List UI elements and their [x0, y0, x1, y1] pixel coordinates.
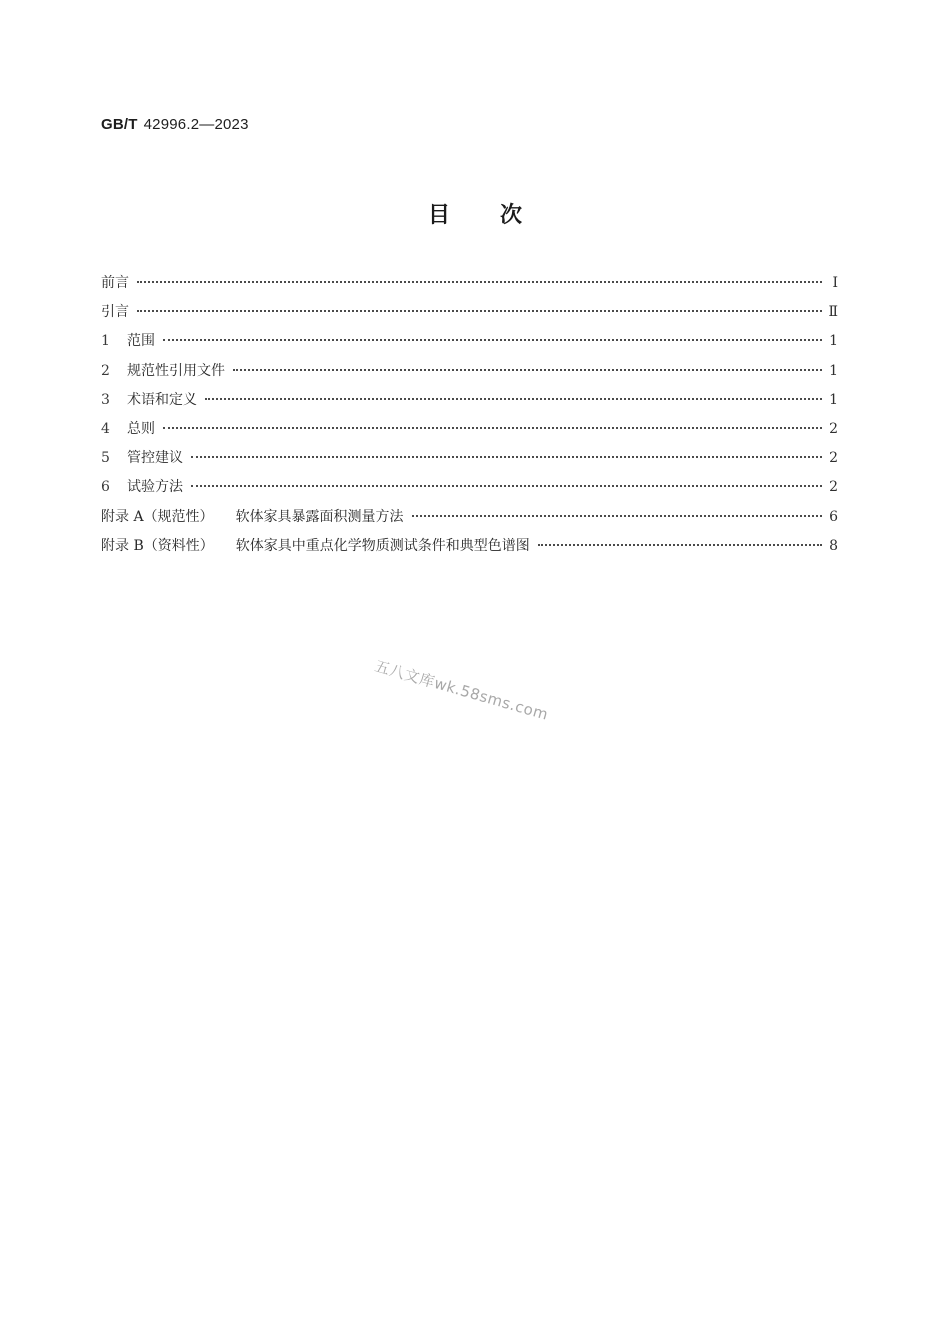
toc-entry-subtitle: 软体家具中重点化学物质测试条件和典型色谱图: [235, 537, 530, 554]
toc-entry-subtitle: 软体家具暴露面积测量方法: [235, 508, 404, 525]
toc-entry-text: 附录 B（资料性）: [101, 537, 214, 554]
watermark: 五八文库wk.58sms.com: [372, 656, 551, 724]
standard-code: [101, 116, 249, 133]
toc-entry-text: 总则: [127, 420, 155, 437]
toc-entry-introduction[interactable]: [101, 301, 838, 330]
toc-entry-annex-a[interactable]: [101, 506, 838, 535]
toc-page-number: 6: [829, 508, 838, 525]
toc-entry-annex-b[interactable]: [101, 535, 838, 564]
leader-dots: [137, 281, 822, 283]
page-title: 目次: [427, 203, 572, 228]
toc-entry-test-methods[interactable]: [101, 476, 838, 505]
toc-entry-text: 引言: [101, 304, 129, 321]
toc-entry-text: 范围: [127, 333, 155, 350]
toc-entry-text: 试验方法: [127, 479, 183, 496]
toc-entry-number: 5: [101, 450, 110, 467]
toc-entry-number: 6: [101, 479, 110, 496]
standard-number: 42996.2—2023: [143, 116, 249, 133]
toc-entry-general[interactable]: [101, 418, 838, 447]
leader-dots: [137, 310, 822, 312]
toc-entry-scope[interactable]: [101, 330, 838, 359]
leader-dots: [163, 427, 822, 429]
toc-entry-number: 3: [101, 391, 110, 408]
toc-entry-terms-definitions[interactable]: [101, 389, 838, 418]
toc-entry-text: 前言: [101, 275, 129, 291]
leader-dots: [205, 398, 822, 400]
toc-entry-number: 4: [101, 420, 110, 437]
standard-prefix: GB/T: [101, 116, 138, 133]
table-of-contents: [101, 272, 838, 564]
toc-entry-text: 术语和定义: [127, 391, 197, 408]
toc-page-number: 2: [829, 479, 838, 496]
toc-entry-control-recommendations[interactable]: [101, 447, 838, 476]
toc-entry-number: 2: [101, 362, 110, 379]
toc-entry-foreword[interactable]: [101, 272, 838, 301]
toc-page-number: 2: [829, 420, 838, 437]
toc-entry-text: 管控建议: [127, 450, 183, 467]
toc-page-number: 2: [829, 450, 838, 467]
leader-dots: [538, 544, 822, 546]
toc-page-number: 8: [829, 537, 838, 554]
leader-dots: [163, 339, 822, 341]
toc-entry-text: 附录 A（规范性）: [101, 508, 214, 525]
leader-dots: [412, 515, 822, 517]
toc-page-number: 1: [829, 362, 838, 379]
leader-dots: [191, 456, 822, 458]
toc-entry-normative-references[interactable]: [101, 360, 838, 389]
toc-entry-text: 规范性引用文件: [127, 362, 225, 379]
toc-entry-number: 1: [101, 333, 110, 350]
leader-dots: [191, 485, 822, 487]
toc-page-number: 1: [829, 333, 838, 350]
toc-page-number: 1: [829, 391, 838, 408]
toc-page-number: Ⅱ: [828, 304, 838, 321]
toc-page-number: Ⅰ: [832, 275, 838, 291]
leader-dots: [233, 369, 822, 371]
